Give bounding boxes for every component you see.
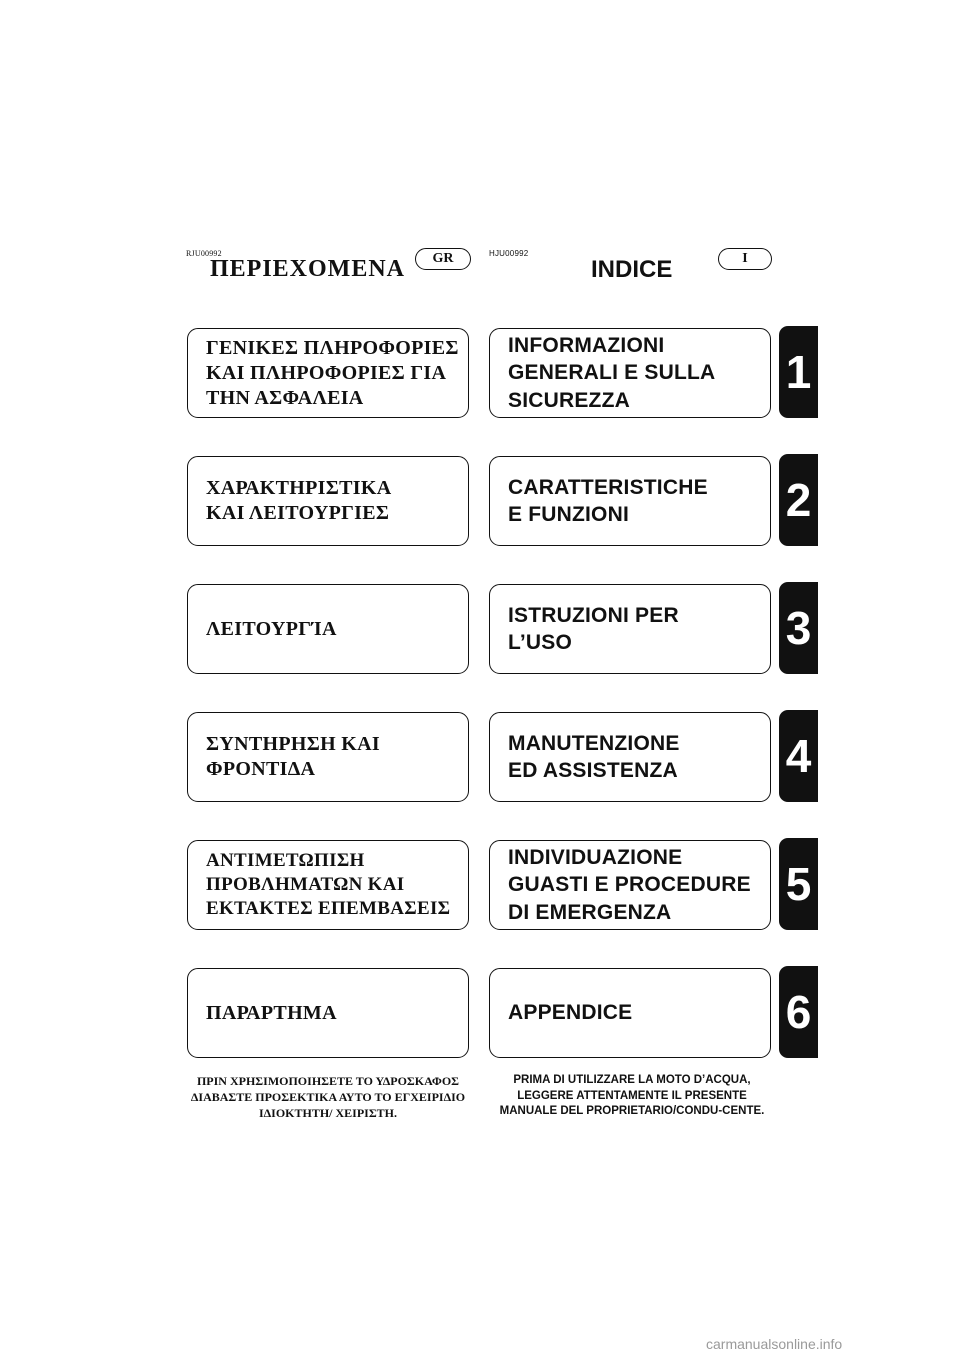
italian-section-label: MANUTENZIONE ED ASSISTENZA [508, 731, 680, 782]
italian-section-2[interactable] [489, 456, 771, 546]
italian-read-manual-notice: PRIMA DI UTILIZZARE LA MOTO D’ACQUA, LEGGERE ATTENTAMENTE IL PRESENTE MANUALE DEL PROPRIETARIO/CONDU-CENTE. [499, 1074, 765, 1118]
chapter-tab-6[interactable]: 6 [779, 966, 818, 1058]
italian-section-label: INFORMAZIONI GENERALI E SULLA SICUREZZA [508, 334, 716, 412]
italian-doc-code: HJU00992 [489, 249, 529, 258]
chapter-tab-1[interactable]: 1 [779, 326, 818, 418]
italian-section-3[interactable] [489, 584, 771, 674]
greek-page-title: ΠΕΡΙΕΧΟΜΕΝΑ [210, 256, 406, 282]
greek-section-4[interactable] [187, 712, 469, 802]
italian-section-5[interactable] [489, 840, 771, 930]
italian-page-title: INDICE [591, 256, 673, 283]
italian-section-label: APPENDICE [508, 1001, 633, 1025]
chapter-tab-4[interactable]: 4 [779, 710, 818, 802]
greek-section-label: ΠΑΡΑΡΤΗΜΑ [206, 1001, 337, 1024]
italian-section-label: CARATTERISTICHE E FUNZIONI [508, 475, 708, 526]
chapter-tab-5[interactable]: 5 [779, 838, 818, 930]
italian-section-label: INDIVIDUAZIONE GUASTI E PROCEDURE DI EMERGENZA [508, 846, 751, 924]
greek-section-label: ΣΥΝΤΗΡΗΣΗ ΚΑΙ ΦΡΟΝΤΙΔΑ [206, 733, 380, 780]
watermark: carmanualsonline.info [706, 1336, 843, 1352]
greek-section-1[interactable] [187, 328, 469, 418]
greek-section-2[interactable] [187, 456, 469, 546]
italian-section-1[interactable] [489, 328, 771, 418]
greek-section-label: ΧΑΡΑΚΤΗΡΙΣΤΙΚΑ ΚΑΙ ΛΕΙΤΟΥΡΓΙΕΣ [206, 477, 392, 524]
greek-read-manual-notice: ΠΡΙΝ ΧΡΗΣΙΜΟΠΟΙΗΣΕΤΕ ΤΟ ΥΔΡΟΣΚΑΦΟΣ ΔΙΑΒΑΣΤΕ ΠΡΟΣΕΚΤΙΚΑ ΑΥΤΟ ΤΟ ΕΓΧΕΙΡΙΔΙΟ ΙΔΙΟΚΤΗΤΗ/ ΧΕΙΡΙΣΤΗ. [190, 1074, 466, 1121]
greek-section-3[interactable] [187, 584, 469, 674]
chapter-tab-2[interactable]: 2 [779, 454, 818, 546]
greek-language-badge: GR [415, 248, 471, 270]
greek-section-label: ΓΕΝΙΚΕΣ ΠΛΗΡΟΦΟΡΙΕΣ ΚΑΙ ΠΛΗΡΟΦΟΡΙΕΣ ΓΙΑ ΤΗΝ ΑΣΦΑΛΕΙΑ [206, 336, 459, 409]
italian-section-label: ISTRUZIONI PER L’USO [508, 603, 679, 654]
italian-language-badge: I [718, 248, 772, 270]
greek-section-label: ΛΕΙΤΟΥΡΓΊΑ [206, 617, 337, 640]
italian-section-6[interactable] [489, 968, 771, 1058]
greek-section-label: ΑΝΤΙΜΕΤΩΠΙΣΗ ΠΡΟΒΛΗΜΑΤΩΝ ΚΑΙ ΕΚΤΑΚΤΕΣ ΕΠΕΜΒΑΣΕΙΣ [206, 850, 451, 919]
greek-section-5[interactable] [187, 840, 469, 930]
italian-section-4[interactable] [489, 712, 771, 802]
greek-doc-code: RJU00992 [186, 249, 222, 258]
greek-section-6[interactable] [187, 968, 469, 1058]
chapter-tab-3[interactable]: 3 [779, 582, 818, 674]
